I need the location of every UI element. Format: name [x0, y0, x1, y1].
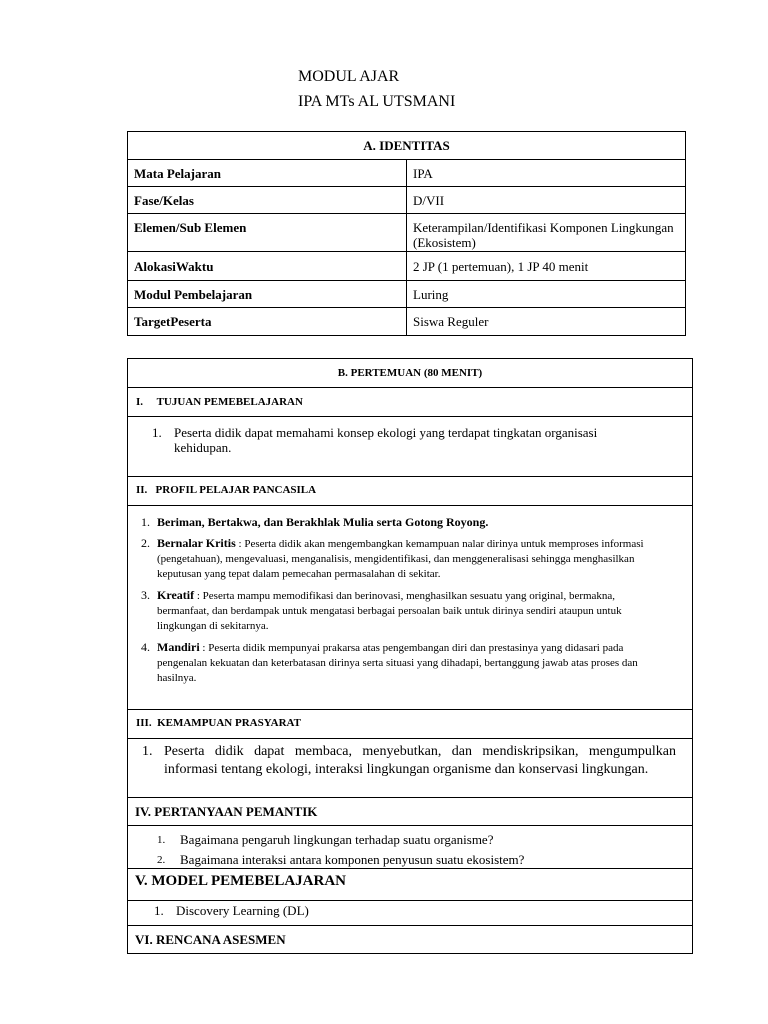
- tujuan-list: [152, 425, 622, 455]
- item-title: Kreatif: [157, 588, 195, 602]
- item-title: Beriman, Bertakwa, dan Berakhlak Mulia serta Gotong Royong.: [157, 515, 489, 529]
- identitas-heading: A. IDENTITAS: [128, 132, 686, 160]
- asesmen-heading: VI. RENCANA ASESMEN: [135, 932, 286, 947]
- row-label: Modul Pembelajaran: [128, 281, 407, 308]
- item-text: : Peserta didik mempunyai prakarsa atas pengembangan diri dan prestasinya yang didasari pada pengenalan kekuatan dan keterbatasan dirinya serta situasi yang dihadapi, bertanggung jawab atas proses dan hasilnya.: [157, 642, 638, 684]
- item-number: 1.: [154, 903, 164, 918]
- prasyarat-list: [142, 743, 676, 779]
- row-value: Luring: [407, 281, 686, 308]
- table-row: [128, 252, 686, 281]
- item-number: 2.: [141, 536, 150, 550]
- list-item: [157, 832, 677, 847]
- item-number: 3.: [141, 588, 150, 602]
- row-value: 2 JP (1 pertemuan), 1 JP 40 menit: [407, 252, 686, 281]
- list-item: [141, 515, 661, 529]
- pertemuan-box: [127, 358, 693, 954]
- divider: [128, 797, 692, 798]
- model-list: [154, 903, 554, 925]
- divider: [128, 900, 692, 901]
- row-value: Siswa Reguler: [407, 308, 686, 336]
- table-row: [128, 187, 686, 214]
- document-title: MODUL AJAR: [298, 68, 400, 85]
- document-subtitle: IPA MTs AL UTSMANI: [298, 93, 456, 110]
- identitas-header-row: [128, 132, 686, 160]
- item-text: Bagaimana interaksi antara komponen penyusun suatu ekosistem?: [180, 852, 525, 867]
- item-title: Bernalar Kritis: [157, 536, 236, 550]
- row-value: D/VII: [407, 187, 686, 214]
- item-text: Bagaimana pengaruh lingkungan terhadap suatu organisme?: [180, 832, 494, 847]
- profil-heading: II. PROFIL PELAJAR PANCASILA: [136, 484, 317, 496]
- row-label: TargetPeserta: [128, 308, 407, 336]
- item-number: 1.: [152, 425, 162, 440]
- list-item: [152, 425, 622, 455]
- divider: [128, 416, 692, 417]
- table-row: [128, 308, 686, 336]
- divider: [128, 825, 692, 826]
- tujuan-heading: I. TUJUAN PEMEBELAJARAN: [136, 396, 303, 408]
- row-value: Keterampilan/Identifikasi Komponen Lingkungan (Ekosistem): [407, 214, 686, 252]
- list-item: [141, 640, 661, 685]
- pemantik-list: [157, 832, 677, 874]
- table-row: [128, 214, 686, 252]
- list-item: [154, 903, 554, 918]
- row-label: Mata Pelajaran: [128, 160, 407, 187]
- item-number: 2.: [157, 854, 166, 866]
- divider: [128, 476, 692, 477]
- item-text: : Peserta mampu memodifikasi dan berinovasi, menghasilkan sesuatu yang original, bermakna, bermanfaat, dan berdampak untuk mengatasi berbagai persoalan baik untuk dirinya sendiri ataupun untuk lingkungan di sekitarnya.: [157, 590, 622, 632]
- item-text: Peserta didik dapat membaca, menyebutkan, dan mendiskripsikan, mengumpulkan informasi tentang ekologi, interaksi lingkungan organisme dan konservasi lingkungan.: [164, 744, 676, 777]
- divider: [128, 738, 692, 739]
- item-text: Peserta didik dapat memahami konsep ekologi yang terdapat tingkatan organisasi kehidupan.: [174, 425, 598, 455]
- list-item: [142, 743, 676, 779]
- item-text: : Peserta didik akan mengembangkan kemampuan nalar dirinya untuk memproses informasi (pengetahuan), mengevaluasi, menganalisis, mengidentifikasi, dan menggeneralisasi sehingga menghasilkan keputusan yang tepat dalam pemecahan permasalahan di sekitar.: [157, 538, 644, 580]
- item-title: Mandiri: [157, 640, 200, 654]
- row-label: Fase/Kelas: [128, 187, 407, 214]
- item-number: 4.: [141, 640, 150, 654]
- table-row: [128, 160, 686, 187]
- list-item: [157, 852, 677, 867]
- item-number: 1.: [157, 834, 166, 846]
- profil-list: [141, 515, 661, 692]
- list-item: [141, 536, 661, 581]
- item-number: 1.: [142, 744, 153, 759]
- table-row: [128, 281, 686, 308]
- prasyarat-heading: III. KEMAMPUAN PRASYARAT: [136, 717, 302, 729]
- pemantik-heading: IV. PERTANYAAN PEMANTIK: [135, 804, 318, 819]
- divider: [128, 925, 692, 926]
- item-text: Discovery Learning (DL): [176, 903, 309, 918]
- item-number: 1.: [141, 515, 150, 529]
- divider: [128, 387, 692, 388]
- pertemuan-heading: B. PERTEMUAN (80 MENIT): [337, 367, 483, 379]
- divider: [128, 709, 692, 710]
- model-heading: V. MODEL PEMEBELAJARAN: [135, 873, 346, 889]
- list-item: [141, 588, 661, 633]
- row-label: Elemen/Sub Elemen: [128, 214, 407, 252]
- divider: [128, 505, 692, 506]
- row-value: IPA: [407, 160, 686, 187]
- identitas-table: [127, 131, 686, 336]
- row-label: AlokasiWaktu: [128, 252, 407, 281]
